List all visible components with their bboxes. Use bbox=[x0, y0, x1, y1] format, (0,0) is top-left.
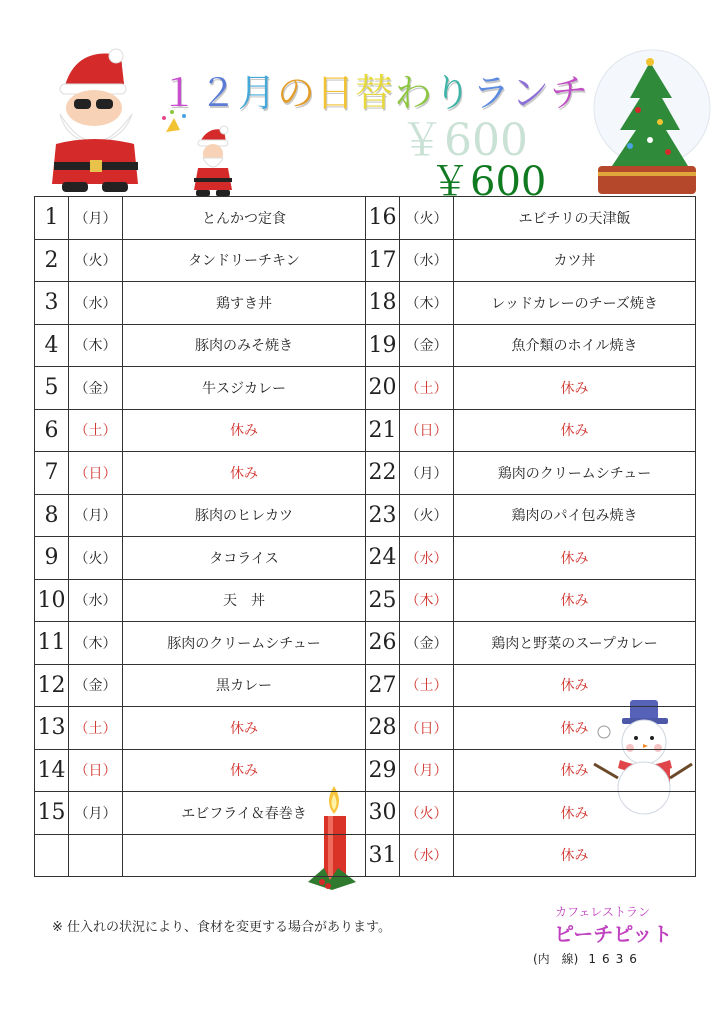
day-cell: 3 bbox=[35, 282, 69, 325]
table-row bbox=[35, 239, 696, 282]
title-char: ２ bbox=[199, 71, 239, 115]
dish-cell: 魚介類のホイル焼き bbox=[454, 324, 696, 367]
extension bbox=[533, 950, 643, 967]
weekday-cell: （月） bbox=[69, 792, 123, 835]
weekday-cell: （日） bbox=[69, 452, 123, 495]
dish-cell: 豚肉のヒレカツ bbox=[123, 494, 366, 537]
dish-cell: 豚肉のみそ焼き bbox=[123, 324, 366, 367]
day-cell: 15 bbox=[35, 792, 69, 835]
weekday-cell bbox=[69, 834, 123, 877]
day-cell: 8 bbox=[35, 494, 69, 537]
dish-cell: エビフライ＆春巻き bbox=[123, 792, 366, 835]
weekday-cell: （土） bbox=[400, 367, 454, 410]
dish-cell: 休み bbox=[454, 834, 696, 877]
day-cell: 21 bbox=[366, 409, 400, 452]
day-cell: 4 bbox=[35, 324, 69, 367]
title-char: 日 bbox=[316, 71, 356, 115]
weekday-cell: （日） bbox=[400, 707, 454, 750]
weekday-cell: （月） bbox=[69, 197, 123, 240]
day-cell: 2 bbox=[35, 239, 69, 282]
dish-cell: 豚肉のクリームシチュー bbox=[123, 622, 366, 665]
weekday-cell: （木） bbox=[69, 324, 123, 367]
dish-cell: エビチリの天津飯 bbox=[454, 197, 696, 240]
title-char: わ bbox=[394, 71, 434, 115]
dish-cell: タコライス bbox=[123, 537, 366, 580]
dish-cell: 休み bbox=[123, 409, 366, 452]
day-cell: 11 bbox=[35, 622, 69, 665]
table-row bbox=[35, 324, 696, 367]
day-cell: 30 bbox=[366, 792, 400, 835]
table-row bbox=[35, 579, 696, 622]
day-cell: 25 bbox=[366, 579, 400, 622]
dish-cell: 休み bbox=[454, 664, 696, 707]
weekday-cell: （月） bbox=[69, 494, 123, 537]
day-cell: 27 bbox=[366, 664, 400, 707]
shop-name: ピーチピット bbox=[554, 922, 673, 946]
weekday-cell: （日） bbox=[69, 749, 123, 792]
dish-cell: 休み bbox=[454, 579, 696, 622]
dish-cell: 休み bbox=[454, 409, 696, 452]
day-cell: 23 bbox=[366, 494, 400, 537]
weekday-cell: （火） bbox=[400, 494, 454, 537]
weekday-cell: （金） bbox=[69, 367, 123, 410]
day-cell: 5 bbox=[35, 367, 69, 410]
day-cell: 20 bbox=[366, 367, 400, 410]
santa-icon bbox=[44, 44, 149, 196]
dish-cell: 休み bbox=[123, 749, 366, 792]
weekday-cell: （土） bbox=[400, 664, 454, 707]
day-cell bbox=[35, 834, 69, 877]
weekday-cell: （月） bbox=[400, 749, 454, 792]
lunch-menu-table bbox=[34, 196, 696, 877]
dish-cell: 鶏肉のパイ包み焼き bbox=[454, 494, 696, 537]
weekday-cell: （木） bbox=[400, 579, 454, 622]
weekday-cell: （金） bbox=[69, 664, 123, 707]
title-char: 替 bbox=[355, 71, 395, 115]
weekday-cell: （金） bbox=[400, 622, 454, 665]
extension-label: (内 線) bbox=[533, 952, 579, 966]
table-row bbox=[35, 409, 696, 452]
title-char: の bbox=[277, 71, 317, 115]
day-cell: 6 bbox=[35, 409, 69, 452]
day-cell: 24 bbox=[366, 537, 400, 580]
weekday-cell: （火） bbox=[69, 537, 123, 580]
weekday-cell: （木） bbox=[69, 622, 123, 665]
weekday-cell: （火） bbox=[400, 792, 454, 835]
weekday-cell: （水） bbox=[69, 579, 123, 622]
day-cell: 29 bbox=[366, 749, 400, 792]
shop-category: カフェレストラン bbox=[555, 905, 651, 919]
weekday-cell: （金） bbox=[400, 324, 454, 367]
day-cell: 28 bbox=[366, 707, 400, 750]
weekday-cell: （土） bbox=[69, 707, 123, 750]
day-cell: 18 bbox=[366, 282, 400, 325]
day-cell: 16 bbox=[366, 197, 400, 240]
table-row bbox=[35, 707, 696, 750]
dish-cell: 休み bbox=[454, 367, 696, 410]
dish-cell: 天 丼 bbox=[123, 579, 366, 622]
dish-cell: 休み bbox=[454, 707, 696, 750]
table-row bbox=[35, 197, 696, 240]
weekday-cell: （水） bbox=[400, 239, 454, 282]
day-cell: 14 bbox=[35, 749, 69, 792]
ingredient-note: ※ 仕入れの状況により、食材を変更する場合があります。 bbox=[52, 920, 391, 935]
dish-cell: 休み bbox=[123, 452, 366, 495]
day-cell: 10 bbox=[35, 579, 69, 622]
table-row bbox=[35, 834, 696, 877]
dish-cell: 牛スジカレー bbox=[123, 367, 366, 410]
dish-cell: 休み bbox=[454, 537, 696, 580]
table-row bbox=[35, 367, 696, 410]
day-cell: 22 bbox=[366, 452, 400, 495]
table-row bbox=[35, 452, 696, 495]
title-char: 月 bbox=[238, 71, 278, 115]
title-char: ン bbox=[511, 71, 551, 115]
day-cell: 17 bbox=[366, 239, 400, 282]
dish-cell: 黒カレー bbox=[123, 664, 366, 707]
dish-cell: カツ丼 bbox=[454, 239, 696, 282]
dish-cell: 休み bbox=[454, 792, 696, 835]
title-char: り bbox=[433, 71, 473, 115]
day-cell: 9 bbox=[35, 537, 69, 580]
dish-cell: とんかつ定食 bbox=[123, 197, 366, 240]
weekday-cell: （木） bbox=[400, 282, 454, 325]
day-cell: 12 bbox=[35, 664, 69, 707]
weekday-cell: （火） bbox=[400, 197, 454, 240]
weekday-cell: （水） bbox=[400, 537, 454, 580]
table-row bbox=[35, 664, 696, 707]
dish-cell: 休み bbox=[123, 707, 366, 750]
title-char: ラ bbox=[472, 71, 512, 115]
price: ￥600 bbox=[430, 159, 547, 205]
dish-cell: 鶏肉と野菜のスープカレー bbox=[454, 622, 696, 665]
dish-cell: 鶏肉のクリームシチュー bbox=[454, 452, 696, 495]
day-cell: 13 bbox=[35, 707, 69, 750]
weekday-cell: （火） bbox=[69, 239, 123, 282]
weekday-cell: （水） bbox=[69, 282, 123, 325]
snow-globe-tree-icon bbox=[590, 48, 696, 196]
weekday-cell: （日） bbox=[400, 409, 454, 452]
day-cell: 26 bbox=[366, 622, 400, 665]
table-row bbox=[35, 494, 696, 537]
title-char: １ bbox=[160, 71, 200, 115]
weekday-cell: （土） bbox=[69, 409, 123, 452]
day-cell: 1 bbox=[35, 197, 69, 240]
small-santa-icon bbox=[160, 112, 242, 198]
table-row bbox=[35, 792, 696, 835]
dish-cell: 鶏すき丼 bbox=[123, 282, 366, 325]
table-row bbox=[35, 749, 696, 792]
day-cell: 19 bbox=[366, 324, 400, 367]
weekday-cell: （月） bbox=[400, 452, 454, 495]
day-cell: 7 bbox=[35, 452, 69, 495]
table-row bbox=[35, 282, 696, 325]
dish-cell: レッドカレーのチーズ焼き bbox=[454, 282, 696, 325]
table-row bbox=[35, 622, 696, 665]
extension-number: 1636 bbox=[588, 952, 643, 966]
price-shadow: ￥600 bbox=[400, 115, 528, 166]
title-char: チ bbox=[550, 71, 590, 115]
table-row bbox=[35, 537, 696, 580]
weekday-cell: （水） bbox=[400, 834, 454, 877]
dish-cell: 休み bbox=[454, 749, 696, 792]
dish-cell: タンドリーチキン bbox=[123, 239, 366, 282]
dish-cell bbox=[123, 834, 366, 877]
day-cell: 31 bbox=[366, 834, 400, 877]
